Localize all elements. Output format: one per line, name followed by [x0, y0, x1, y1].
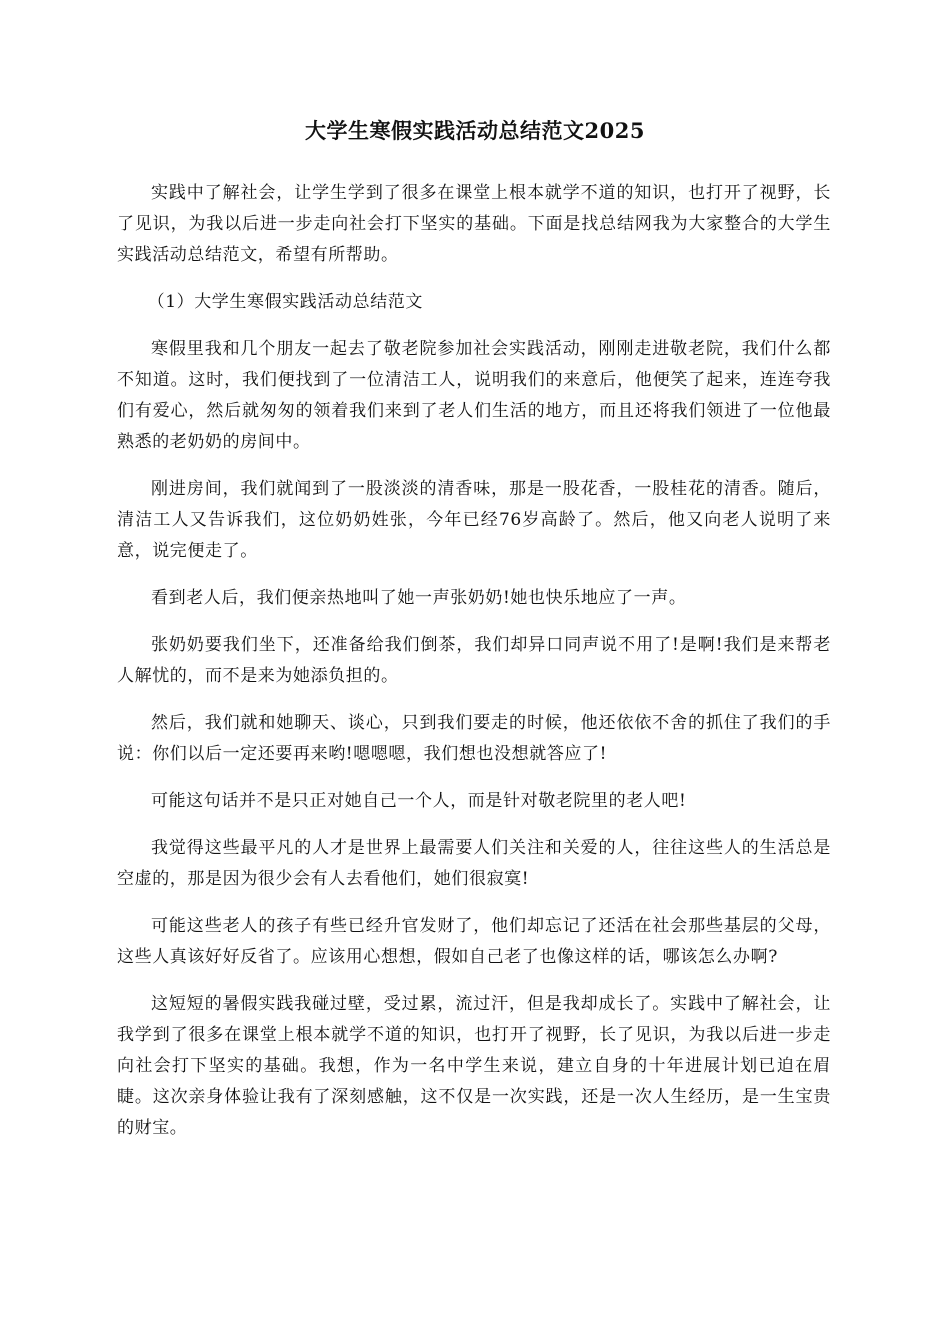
body-paragraph: 可能这些老人的孩子有些已经升官发财了，他们却忘记了还活在社会那些基层的父母，这些人真该好好反省了。应该用心想想，假如自己老了也像这样的话，哪该怎么办啊?	[117, 916, 831, 967]
document-title: 大学生寒假实践活动总结范文2025	[305, 118, 645, 143]
body-paragraph: 这短短的暑假实践我碰过壁，受过累，流过汗，但是我却成长了。实践中了解社会，让我学到了很多在课堂上根本就学不道的知识，也打开了视野，长了见识，为我以后进一步走向社会打下坚实的基础。我想，作为一名中学生来说，建立自身的十年进展计划已迫在眉睫。这次亲身体验让我有了深刻感触，这不仅是一次实践，还是一次人生经历，是一生宝贵的财宝。	[117, 994, 831, 1138]
body-paragraph: 看到老人后，我们便亲热地叫了她一声张奶奶!她也快乐地应了一声。	[151, 588, 687, 608]
document-body	[117, 178, 831, 1160]
body-paragraph: 张奶奶要我们坐下，还准备给我们倒茶，我们却异口同声说不用了!是啊!我们是来帮老人解忧的，而不是来为她添负担的。	[117, 635, 831, 686]
body-paragraph: 刚进房间，我们就闻到了一股淡淡的清香味，那是一股花香，一股桂花的清香。随后，清洁工人又告诉我们，这位奶奶姓张，今年已经76岁高龄了。然后，他又向老人说明了来意，说完便走了。	[117, 479, 831, 561]
body-paragraph: 我觉得这些最平凡的人才是世界上最需要人们关注和关爱的人，往往这些人的生活总是空虚的，那是因为很少会有人去看他们，她们很寂寞!	[117, 838, 831, 889]
body-paragraph: 可能这句话并不是只正对她自己一个人，而是针对敬老院里的老人吧!	[151, 791, 687, 811]
body-paragraph: 然后，我们就和她聊天、谈心，只到我们要走的时候，他还依依不舍的抓住了我们的手说：你们以后一定还要再来哟!嗯嗯嗯，我们想也没想就答应了!	[117, 713, 831, 764]
intro-paragraph: 实践中了解社会，让学生学到了很多在课堂上根本就学不道的知识，也打开了视野，长了见识，为我以后进一步走向社会打下坚实的基础。下面是找总结网我为大家整合的大学生实践活动总结范文，希望有所帮助。	[117, 183, 831, 265]
section-heading: （1）大学生寒假实践活动总结范文	[147, 292, 424, 312]
body-paragraph: 寒假里我和几个朋友一起去了敬老院参加社会实践活动，刚刚走进敬老院，我们什么都不知道。这时，我们便找到了一位清洁工人，说明我们的来意后，他便笑了起来，连连夸我们有爱心，然后就匆匆的领着我们来到了老人们生活的地方，而且还将我们领进了一位他最熟悉的老奶奶的房间中。	[117, 339, 831, 452]
